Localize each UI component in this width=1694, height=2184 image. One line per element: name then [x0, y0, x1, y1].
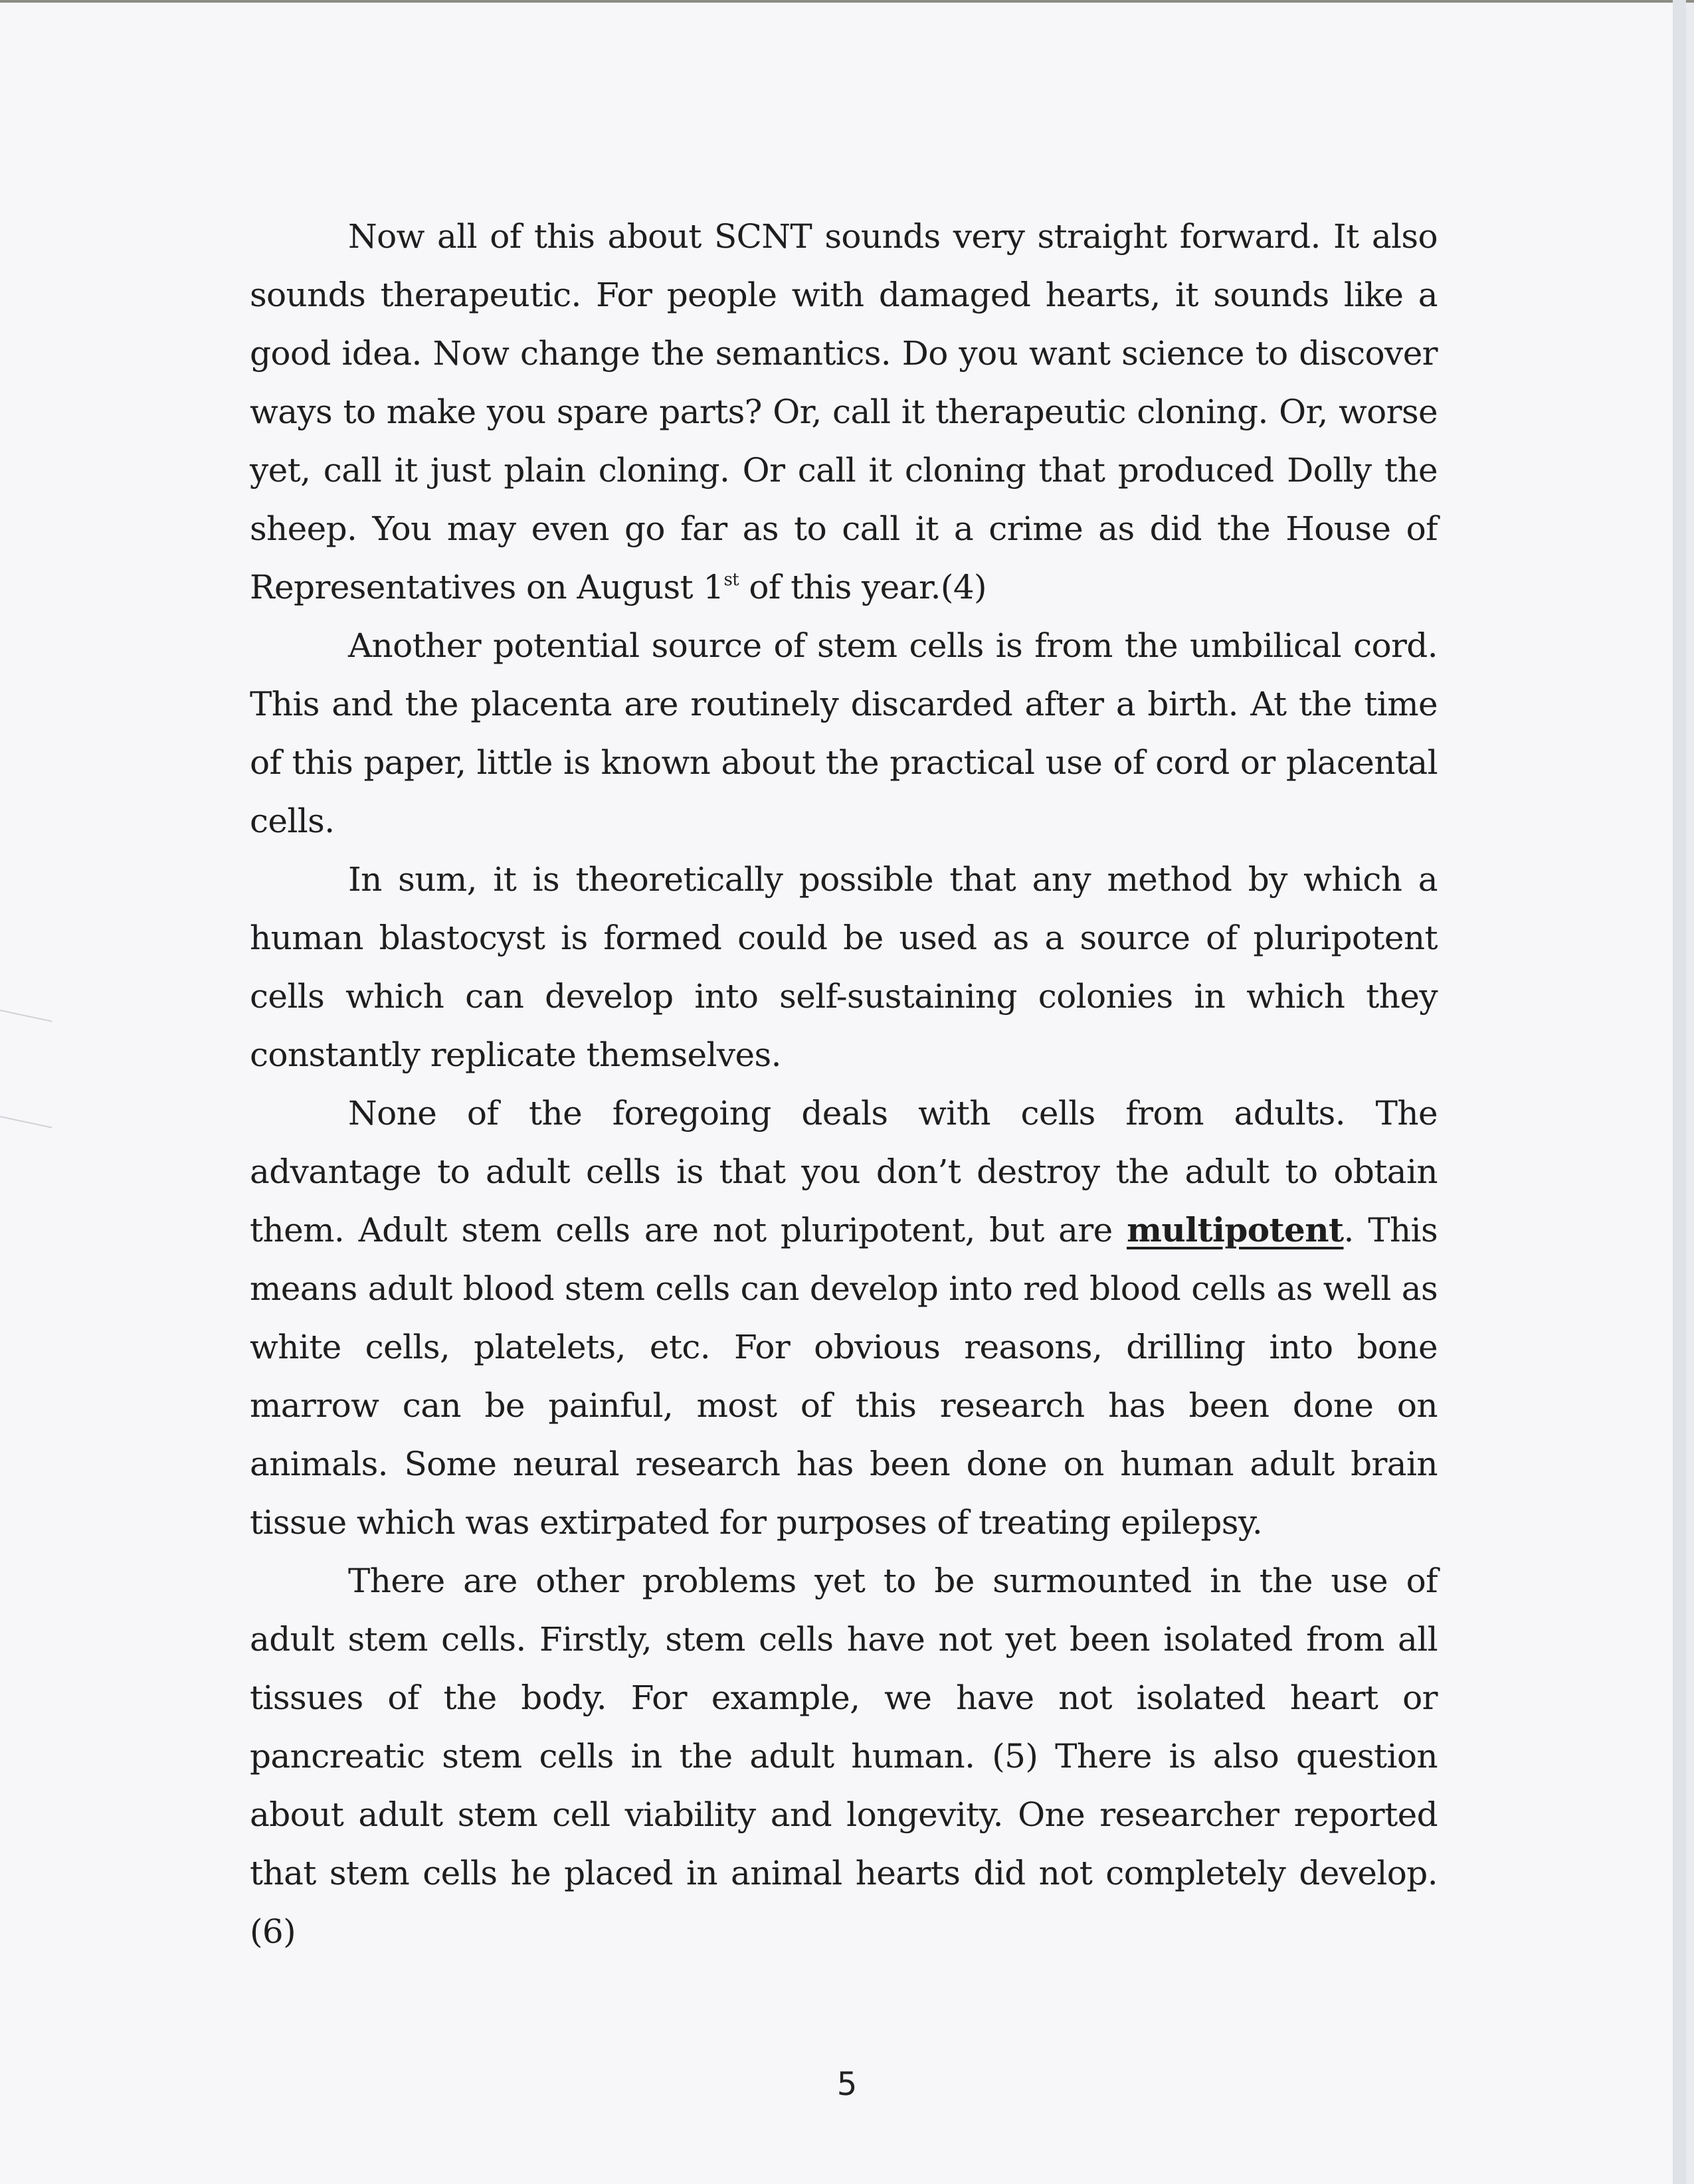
- paragraph-text: of this year.(4): [739, 568, 987, 606]
- paragraph-scnt: [250, 207, 1438, 616]
- paragraph-text: Now all of this about SCNT sounds very straight forward. It also sounds therapeutic. For people with damaged hearts, it sounds like a good idea. Now change the semantics. Do you want science to discover ways to make you spare parts? Or, call it therapeutic cloning. Or, worse yet, call it just plain cloning. Or call it cloning that produced Dolly the sheep. You may even go far as to call it a crime as did the House of Representatives on August 1: [250, 217, 1438, 606]
- emphasized-term: multipotent: [1127, 1210, 1344, 1249]
- paragraph-text: . This means adult blood stem cells can develop into red blood cells as well as white cells, platelets, etc. For obvious reasons, drilling into bone marrow can be painful, most of this research has been done on animals. Some neural research has been done on human adult brain tissue which was extirpated for purposes of treating epilepsy.: [250, 1211, 1438, 1542]
- page-number: 5: [836, 2066, 858, 2103]
- ordinal-superscript: st: [723, 570, 739, 590]
- scan-right-edge: [1673, 0, 1686, 2184]
- paragraph-adult-cells: [250, 1084, 1438, 1552]
- paragraph-text: None of the foregoing deals with cells from adults. The advantage to adult cells is that you don’t destroy the adult to obtain them. Adult stem cells are not pluripotent, but are: [250, 1094, 1438, 1249]
- paragraph-umbilical-cord: Another potential source of stem cells is from the umbilical cord. This and the placenta are routinely discarded after a birth. At the time of this paper, little is known about the practical use of cord or placental cells.: [250, 626, 1438, 840]
- document-body: [250, 207, 1438, 1961]
- paragraph-in-sum: In sum, it is theoretically possible that any method by which a human blastocyst is formed could be used as a source of pluripotent cells which can develop into self-sustaining colonies in which they constantly replicate themselves.: [250, 860, 1438, 1074]
- paragraph-other-problems: There are other problems yet to be surmounted in the use of adult stem cells. Firstly, stem cells have not yet been isolated from all tissues of the body. For example, we have not isolated heart or pancreatic stem cells in the adult human. (5) There is also question about adult stem cell viability and longevity. One researcher reported that stem cells he placed in animal hearts did not completely develop. (6): [250, 1562, 1438, 1951]
